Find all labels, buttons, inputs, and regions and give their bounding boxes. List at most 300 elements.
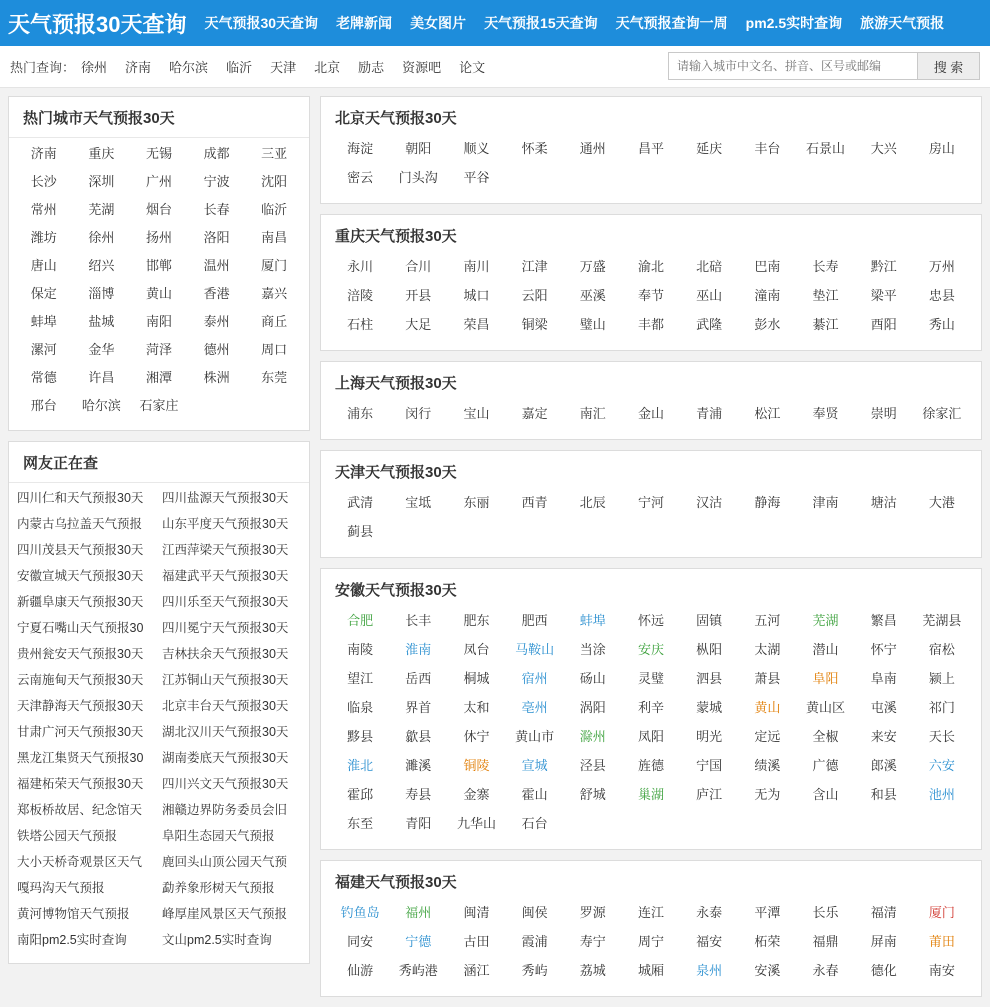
region-city-link[interactable]: 东至 xyxy=(347,816,374,831)
top-nav-item[interactable]: 老牌新闻 xyxy=(336,15,393,31)
region-city-link[interactable]: 祁门 xyxy=(928,700,955,715)
region-city-link[interactable]: 来安 xyxy=(870,729,897,744)
region-city-link[interactable]: 霞浦 xyxy=(521,934,548,949)
region-city-link[interactable]: 巫溪 xyxy=(579,288,606,303)
region-city-link[interactable]: 涡阳 xyxy=(579,700,606,715)
region-city-link[interactable]: 巢湖 xyxy=(637,787,664,802)
region-city-link[interactable]: 屏南 xyxy=(870,934,897,949)
hot-city-link[interactable]: 常州 xyxy=(30,202,57,217)
region-city-link[interactable]: 顺义 xyxy=(463,141,490,156)
region-city-link[interactable]: 浦东 xyxy=(347,406,374,421)
region-city-link[interactable]: 繁昌 xyxy=(870,613,897,628)
region-city-link[interactable]: 绩溪 xyxy=(754,758,781,773)
region-city-link[interactable]: 泾县 xyxy=(579,758,606,773)
region-city-link[interactable]: 梁平 xyxy=(870,288,897,303)
region-city-link[interactable]: 永川 xyxy=(347,259,374,274)
region-city-link[interactable]: 莆田 xyxy=(928,934,955,949)
hot-query-link[interactable]: 济南 xyxy=(125,60,152,75)
hot-city-link[interactable]: 菏泽 xyxy=(145,342,172,357)
region-city-link[interactable]: 钓鱼岛 xyxy=(340,905,380,920)
region-city-link[interactable]: 屯溪 xyxy=(870,700,897,715)
region-city-link[interactable]: 巫山 xyxy=(696,288,723,303)
region-city-link[interactable]: 黄山区 xyxy=(806,700,846,715)
hot-city-link[interactable]: 淄博 xyxy=(88,286,115,301)
top-nav-item[interactable]: 天气预报30天查询 xyxy=(204,15,319,31)
region-city-link[interactable]: 九华山 xyxy=(456,816,496,831)
region-city-link[interactable]: 界首 xyxy=(405,700,432,715)
hot-city-link[interactable]: 许昌 xyxy=(88,370,115,385)
hot-query-link[interactable]: 励志 xyxy=(358,60,385,75)
region-city-link[interactable]: 宿州 xyxy=(521,671,548,686)
region-city-link[interactable]: 歙县 xyxy=(405,729,432,744)
region-city-link[interactable]: 荔城 xyxy=(579,963,606,978)
hot-city-link[interactable]: 南阳 xyxy=(145,314,172,329)
netizen-link[interactable]: 南阳pm2.5实时查询 xyxy=(17,933,127,947)
region-city-link[interactable]: 涪陵 xyxy=(347,288,374,303)
netizen-link[interactable]: 福建柘荣天气预报30天 xyxy=(17,777,144,791)
region-city-link[interactable]: 平潭 xyxy=(754,905,781,920)
top-bar xyxy=(0,0,990,46)
netizen-link[interactable]: 四川乐至天气预报30天 xyxy=(162,595,289,609)
hot-city-link[interactable]: 东莞 xyxy=(261,370,288,385)
hot-query-link[interactable]: 论文 xyxy=(459,60,486,75)
region-city-link[interactable]: 巴南 xyxy=(754,259,781,274)
top-nav-item[interactable]: 美女图片 xyxy=(410,15,467,31)
netizen-link[interactable]: 湘赣边界防务委员会旧 xyxy=(162,803,288,817)
region-city-link[interactable]: 大兴 xyxy=(870,141,897,156)
hot-city-link[interactable]: 金华 xyxy=(88,342,115,357)
region-city-link[interactable]: 肥西 xyxy=(521,613,548,628)
hot-city-link[interactable]: 哈尔滨 xyxy=(81,398,121,413)
region-city-link[interactable]: 朝阳 xyxy=(405,141,432,156)
netizen-link[interactable]: 内蒙古乌拉盖天气预报 xyxy=(17,517,143,531)
region-city-grid xyxy=(321,134,981,203)
region-city-link[interactable]: 塘沽 xyxy=(870,495,897,510)
region-city-link[interactable]: 丰都 xyxy=(637,317,664,332)
region-city-link[interactable]: 永春 xyxy=(812,963,839,978)
region-city-link[interactable]: 芜湖 xyxy=(812,613,839,628)
region-city-grid xyxy=(321,399,981,439)
region-city-link[interactable]: 万州 xyxy=(928,259,955,274)
region-city-link[interactable]: 马鞍山 xyxy=(515,642,555,657)
hot-city-link[interactable]: 烟台 xyxy=(145,202,172,217)
region-city-link[interactable]: 太和 xyxy=(463,700,490,715)
hot-query-link[interactable]: 天津 xyxy=(270,60,297,75)
region-city-link[interactable]: 桐城 xyxy=(463,671,490,686)
region-city-link[interactable]: 忠县 xyxy=(928,288,955,303)
hot-city-link[interactable]: 长沙 xyxy=(30,174,57,189)
region-city-link[interactable]: 萧县 xyxy=(754,671,781,686)
region-city-link[interactable]: 海淀 xyxy=(347,141,374,156)
hot-city-link[interactable]: 南昌 xyxy=(261,230,288,245)
region-city-link[interactable]: 休宁 xyxy=(463,729,490,744)
region-city-link[interactable]: 德化 xyxy=(870,963,897,978)
region-city-link[interactable]: 大港 xyxy=(928,495,955,510)
region-city-link[interactable]: 全椒 xyxy=(812,729,839,744)
region-city-link[interactable]: 滁州 xyxy=(579,729,606,744)
region-city-link[interactable]: 汉沽 xyxy=(696,495,723,510)
region-city-link[interactable]: 门头沟 xyxy=(398,170,438,185)
region-city-link[interactable]: 潼南 xyxy=(754,288,781,303)
hot-city-link[interactable]: 黄山 xyxy=(145,286,172,301)
site-logo[interactable]: 天气预报30天查询 xyxy=(8,11,187,37)
region-city-link[interactable]: 无为 xyxy=(754,787,781,802)
netizen-title: 网友正在查 xyxy=(9,442,309,483)
region-city-link[interactable]: 定远 xyxy=(754,729,781,744)
netizen-link[interactable]: 勐养象形树天气预报 xyxy=(162,881,275,895)
region-city-link[interactable]: 泉州 xyxy=(696,963,723,978)
region-city-link[interactable]: 寿县 xyxy=(405,787,432,802)
hot-city-link[interactable]: 三亚 xyxy=(261,146,288,161)
region-city-link[interactable]: 颍上 xyxy=(928,671,955,686)
region-city-link[interactable]: 淮北 xyxy=(347,758,374,773)
region-city-link[interactable]: 长乐 xyxy=(812,905,839,920)
hot-city-link[interactable]: 厦门 xyxy=(261,258,288,273)
region-city-link[interactable]: 蓟县 xyxy=(347,524,374,539)
netizen-link[interactable]: 江西萍梁天气预报30天 xyxy=(162,543,289,557)
hot-city-link[interactable]: 绍兴 xyxy=(88,258,115,273)
hot-city-link[interactable]: 周口 xyxy=(261,342,288,357)
region-city-link[interactable]: 怀宁 xyxy=(870,642,897,657)
hot-city-link[interactable]: 泰州 xyxy=(203,314,230,329)
region-city-link[interactable]: 垫江 xyxy=(812,288,839,303)
region-city-link[interactable]: 芜湖县 xyxy=(922,613,962,628)
region-city-link[interactable]: 丰台 xyxy=(754,141,781,156)
region-city-link[interactable]: 明光 xyxy=(696,729,723,744)
region-title: 天津天气预报30天 xyxy=(335,464,457,481)
region-city-link[interactable]: 津南 xyxy=(812,495,839,510)
region-city-link[interactable]: 房山 xyxy=(928,141,955,156)
region-city-link[interactable]: 北辰 xyxy=(579,495,606,510)
region-city-link[interactable]: 厦门 xyxy=(928,905,955,920)
hot-query-link[interactable]: 资源吧 xyxy=(402,60,442,75)
region-city-link[interactable]: 石台 xyxy=(521,816,548,831)
region-city-link[interactable]: 金寨 xyxy=(463,787,490,802)
region-city-link[interactable]: 南汇 xyxy=(579,406,606,421)
region-city-link[interactable]: 固镇 xyxy=(696,613,723,628)
region-city-link[interactable]: 合肥 xyxy=(347,613,374,628)
region-city-link[interactable]: 周宁 xyxy=(637,934,664,949)
region-city-link[interactable]: 宝坻 xyxy=(405,495,432,510)
region-city-link[interactable]: 潜山 xyxy=(812,642,839,657)
region-city-link[interactable]: 五河 xyxy=(754,613,781,628)
region-city-link[interactable]: 南川 xyxy=(463,259,490,274)
region-city-link[interactable]: 密云 xyxy=(347,170,374,185)
region-city-link[interactable]: 宝山 xyxy=(463,406,490,421)
region-city-link[interactable]: 南陵 xyxy=(347,642,374,657)
region-city-link[interactable]: 濉溪 xyxy=(405,758,432,773)
netizen-link[interactable]: 四川冕宁天气预报30天 xyxy=(162,621,289,635)
netizen-link[interactable]: 甘肃广河天气预报30天 xyxy=(17,725,144,739)
region-city-link[interactable]: 和县 xyxy=(870,787,897,802)
region-city-link[interactable]: 江津 xyxy=(521,259,548,274)
region-city-link[interactable]: 云阳 xyxy=(521,288,548,303)
netizen-link[interactable]: 北京丰台天气预报30天 xyxy=(162,699,289,713)
region-panel xyxy=(320,568,982,850)
netizen-link[interactable]: 黑龙江集贤天气预报30 xyxy=(17,751,144,765)
region-city-link[interactable]: 金山 xyxy=(637,406,664,421)
region-city-link[interactable]: 闽侯 xyxy=(521,905,548,920)
region-city-link[interactable]: 福安 xyxy=(696,934,723,949)
netizen-link[interactable]: 鹿回头山顶公园天气预 xyxy=(162,855,288,869)
region-city-link[interactable]: 寿宁 xyxy=(579,934,606,949)
region-city-link[interactable]: 淮南 xyxy=(405,642,432,657)
hot-city-link[interactable]: 蚌埠 xyxy=(30,314,57,329)
netizen-link[interactable]: 四川茂县天气预报30天 xyxy=(17,543,144,557)
region-city-link[interactable]: 秀屿港 xyxy=(398,963,438,978)
region-city-link[interactable]: 徐家汇 xyxy=(922,406,962,421)
region-city-link[interactable]: 枞阳 xyxy=(696,642,723,657)
region-city-grid xyxy=(321,898,981,996)
hot-city-link[interactable]: 盐城 xyxy=(88,314,115,329)
region-city-link[interactable]: 渝北 xyxy=(637,259,664,274)
region-city-link[interactable]: 福州 xyxy=(405,905,432,920)
region-city-link[interactable]: 东丽 xyxy=(463,495,490,510)
region-city-link[interactable]: 阜阳 xyxy=(812,671,839,686)
netizen-link[interactable]: 嘎玛沟天气预报 xyxy=(17,881,105,895)
region-city-link[interactable]: 长丰 xyxy=(405,613,432,628)
region-city-link[interactable]: 仙游 xyxy=(347,963,374,978)
region-city-link[interactable]: 合川 xyxy=(405,259,432,274)
region-city-link[interactable]: 松江 xyxy=(754,406,781,421)
netizen-link[interactable]: 郑板桥故居、纪念馆天 xyxy=(17,803,143,817)
region-city-link[interactable]: 天长 xyxy=(928,729,955,744)
region-city-link[interactable]: 南安 xyxy=(928,963,955,978)
hot-city-link[interactable]: 湘潭 xyxy=(145,370,172,385)
hot-city-link[interactable]: 石家庄 xyxy=(139,398,179,413)
netizen-link[interactable]: 江苏铜山天气预报30天 xyxy=(162,673,289,687)
region-city-link[interactable]: 綦江 xyxy=(812,317,839,332)
hot-city-link[interactable]: 济南 xyxy=(30,146,57,161)
hot-city-link[interactable]: 保定 xyxy=(30,286,57,301)
netizen-link[interactable]: 大小天桥奇观景区天气 xyxy=(17,855,143,869)
netizen-link[interactable]: 湖北汉川天气预报30天 xyxy=(162,725,289,739)
hot-city-link[interactable]: 宁波 xyxy=(203,174,230,189)
netizen-link[interactable]: 铁塔公园天气预报 xyxy=(17,829,118,843)
hot-city-link[interactable]: 芜湖 xyxy=(88,202,115,217)
region-city-link[interactable]: 岳西 xyxy=(405,671,432,686)
region-city-link[interactable]: 砀山 xyxy=(579,671,606,686)
region-city-link[interactable]: 黔江 xyxy=(870,259,897,274)
region-panel xyxy=(320,450,982,558)
region-city-link[interactable]: 奉节 xyxy=(637,288,664,303)
region-city-link[interactable]: 安溪 xyxy=(754,963,781,978)
region-city-link[interactable]: 城厢 xyxy=(637,963,664,978)
region-panel xyxy=(320,860,982,997)
region-city-link[interactable]: 西青 xyxy=(521,495,548,510)
region-city-link[interactable]: 池州 xyxy=(928,787,955,802)
hot-city-link[interactable]: 长春 xyxy=(203,202,230,217)
region-panel xyxy=(320,96,982,204)
region-city-link[interactable]: 彭水 xyxy=(754,317,781,332)
region-city-link[interactable]: 霍山 xyxy=(521,787,548,802)
netizen-link[interactable]: 文山pm2.5实时查询 xyxy=(162,933,272,947)
region-city-link[interactable]: 灵璧 xyxy=(637,671,664,686)
hot-city-link[interactable]: 临沂 xyxy=(261,202,288,217)
region-city-link[interactable]: 霍邱 xyxy=(347,787,374,802)
netizen-link[interactable]: 四川兴文天气预报30天 xyxy=(162,777,289,791)
region-city-link[interactable]: 石柱 xyxy=(347,317,374,332)
netizen-link[interactable]: 吉林扶余天气预报30天 xyxy=(162,647,289,661)
top-nav-item[interactable]: 旅游天气预报 xyxy=(860,15,945,31)
region-city-link[interactable]: 青阳 xyxy=(405,816,432,831)
region-city-link[interactable]: 黄山 xyxy=(754,700,781,715)
hot-city-link[interactable]: 扬州 xyxy=(145,230,172,245)
hot-city-link[interactable]: 常德 xyxy=(30,370,57,385)
hot-city-link[interactable]: 广州 xyxy=(145,174,172,189)
region-title: 北京天气预报30天 xyxy=(335,110,457,127)
netizen-link[interactable]: 天津静海天气预报30天 xyxy=(17,699,144,713)
netizen-link[interactable]: 福建武平天气预报30天 xyxy=(162,569,289,583)
hot-city-link[interactable]: 商丘 xyxy=(261,314,288,329)
region-panel xyxy=(320,361,982,440)
top-nav-item[interactable]: pm2.5实时查询 xyxy=(745,15,843,31)
region-city-link[interactable]: 舒城 xyxy=(579,787,606,802)
region-city-link[interactable]: 宁河 xyxy=(637,495,664,510)
hot-city-link[interactable]: 潍坊 xyxy=(30,230,57,245)
netizen-link[interactable]: 新疆阜康天气预报30天 xyxy=(17,595,144,609)
region-city-link[interactable]: 黟县 xyxy=(347,729,374,744)
hot-query-link[interactable]: 北京 xyxy=(314,60,341,75)
region-city-link[interactable]: 亳州 xyxy=(521,700,548,715)
netizen-link[interactable]: 湖南娄底天气预报30天 xyxy=(162,751,289,765)
hot-city-link[interactable]: 德州 xyxy=(203,342,230,357)
region-city-link[interactable]: 当涂 xyxy=(579,642,606,657)
region-city-link[interactable]: 武隆 xyxy=(696,317,723,332)
region-city-link[interactable]: 安庆 xyxy=(637,642,664,657)
hot-city-link[interactable]: 徐州 xyxy=(88,230,115,245)
region-city-link[interactable]: 荣昌 xyxy=(463,317,490,332)
netizen-link[interactable]: 四川盐源天气预报30天 xyxy=(162,491,289,505)
region-city-link[interactable]: 含山 xyxy=(812,787,839,802)
region-city-link[interactable]: 铜梁 xyxy=(521,317,548,332)
top-nav-item[interactable]: 天气预报15天查询 xyxy=(484,15,598,31)
netizen-link[interactable]: 峰厚崖风景区天气预报 xyxy=(162,907,288,921)
hot-city-link[interactable]: 邯郸 xyxy=(145,258,172,273)
hot-city-link[interactable]: 漯河 xyxy=(30,342,57,357)
region-city-link[interactable]: 古田 xyxy=(463,934,490,949)
region-city-link[interactable]: 永泰 xyxy=(696,905,723,920)
hot-city-link[interactable]: 成都 xyxy=(203,146,230,161)
region-city-link[interactable]: 蚌埠 xyxy=(579,613,606,628)
hot-query-link[interactable]: 徐州 xyxy=(81,60,108,75)
netizen-link[interactable]: 山东平度天气预报30天 xyxy=(162,517,289,531)
region-city-link[interactable]: 宁国 xyxy=(696,758,723,773)
region-city-link[interactable]: 六安 xyxy=(928,758,955,773)
region-city-link[interactable]: 城口 xyxy=(463,288,490,303)
region-city-link[interactable]: 崇明 xyxy=(870,406,897,421)
hot-query-link[interactable]: 哈尔滨 xyxy=(169,60,209,75)
hot-city-link[interactable]: 株洲 xyxy=(203,370,230,385)
search-button[interactable]: 搜 索 xyxy=(918,52,980,80)
region-city-link[interactable]: 宿松 xyxy=(928,642,955,657)
region-city-link[interactable]: 蒙城 xyxy=(696,700,723,715)
netizen-link[interactable]: 四川仁和天气预报30天 xyxy=(17,491,144,505)
region-city-link[interactable]: 武清 xyxy=(347,495,374,510)
region-city-link[interactable]: 静海 xyxy=(754,495,781,510)
region-city-link[interactable]: 福鼎 xyxy=(812,934,839,949)
region-city-link[interactable]: 凤台 xyxy=(463,642,490,657)
search-input[interactable] xyxy=(668,52,918,80)
netizen-link[interactable]: 贵州瓮安天气预报30天 xyxy=(17,647,144,661)
netizen-link[interactable]: 黄河博物馆天气预报 xyxy=(17,907,130,921)
main-content xyxy=(0,88,990,1007)
region-city-link[interactable]: 怀柔 xyxy=(521,141,548,156)
hot-city-link[interactable]: 无锡 xyxy=(145,146,172,161)
region-city-link[interactable]: 肥东 xyxy=(463,613,490,628)
region-city-link[interactable]: 青浦 xyxy=(696,406,723,421)
hot-city-link[interactable]: 邢台 xyxy=(30,398,57,413)
region-city-link[interactable]: 太湖 xyxy=(754,642,781,657)
region-city-link[interactable]: 涵江 xyxy=(463,963,490,978)
region-city-link[interactable]: 凤阳 xyxy=(637,729,664,744)
region-city-link[interactable]: 延庆 xyxy=(696,141,723,156)
region-city-link[interactable]: 长寿 xyxy=(812,259,839,274)
region-city-link[interactable]: 旌德 xyxy=(637,758,664,773)
region-city-link[interactable]: 望江 xyxy=(347,671,374,686)
region-city-link[interactable]: 通州 xyxy=(579,141,606,156)
region-city-link[interactable]: 怀远 xyxy=(637,613,664,628)
region-city-link[interactable]: 黄山市 xyxy=(515,729,555,744)
region-city-link[interactable]: 铜陵 xyxy=(463,758,490,773)
region-city-link[interactable]: 同安 xyxy=(347,934,374,949)
region-city-link[interactable]: 石景山 xyxy=(806,141,846,156)
region-city-link[interactable]: 临泉 xyxy=(347,700,374,715)
region-city-link[interactable]: 璧山 xyxy=(579,317,606,332)
region-city-link[interactable]: 广德 xyxy=(812,758,839,773)
region-city-link[interactable]: 泗县 xyxy=(696,671,723,686)
region-city-link[interactable]: 罗源 xyxy=(579,905,606,920)
region-city-link[interactable]: 秀屿 xyxy=(521,963,548,978)
region-city-link[interactable]: 福清 xyxy=(870,905,897,920)
hot-city-link[interactable]: 嘉兴 xyxy=(261,286,288,301)
region-city-link[interactable]: 昌平 xyxy=(637,141,664,156)
region-city-link[interactable]: 平谷 xyxy=(463,170,490,185)
region-city-link[interactable]: 宣城 xyxy=(521,758,548,773)
region-city-link[interactable]: 大足 xyxy=(405,317,432,332)
region-city-link[interactable]: 万盛 xyxy=(579,259,606,274)
hot-city-link[interactable]: 洛阳 xyxy=(203,230,230,245)
top-nav-item[interactable]: 天气预报查询一周 xyxy=(615,15,728,31)
region-city-link[interactable]: 连江 xyxy=(637,905,664,920)
region-city-link[interactable]: 郎溪 xyxy=(870,758,897,773)
netizen-link[interactable]: 安徽宣城天气预报30天 xyxy=(17,569,144,583)
region-city-link[interactable]: 宁德 xyxy=(405,934,432,949)
hot-query-link[interactable]: 临沂 xyxy=(226,60,253,75)
hot-city-link[interactable]: 温州 xyxy=(203,258,230,273)
region-city-link[interactable]: 奉贤 xyxy=(812,406,839,421)
region-city-link[interactable]: 秀山 xyxy=(928,317,955,332)
region-city-link[interactable]: 柘荣 xyxy=(754,934,781,949)
region-city-link[interactable]: 利辛 xyxy=(637,700,664,715)
hot-city-link[interactable]: 沈阳 xyxy=(261,174,288,189)
netizen-link[interactable]: 阜阳生态园天气预报 xyxy=(162,829,275,843)
hot-city-link[interactable]: 深圳 xyxy=(88,174,115,189)
netizen-link[interactable]: 云南施甸天气预报30天 xyxy=(17,673,144,687)
netizen-link[interactable]: 宁夏石嘴山天气预报30 xyxy=(17,621,144,635)
hot-city-link[interactable]: 重庆 xyxy=(88,146,115,161)
region-city-link[interactable]: 开县 xyxy=(405,288,432,303)
region-city-link[interactable]: 酉阳 xyxy=(870,317,897,332)
hot-city-link[interactable]: 香港 xyxy=(203,286,230,301)
region-city-link[interactable]: 闽清 xyxy=(463,905,490,920)
region-city-link[interactable]: 嘉定 xyxy=(521,406,548,421)
region-city-link[interactable]: 庐江 xyxy=(696,787,723,802)
region-city-link[interactable]: 阜南 xyxy=(870,671,897,686)
region-city-link[interactable]: 闵行 xyxy=(405,406,432,421)
hot-city-link[interactable]: 唐山 xyxy=(30,258,57,273)
region-city-link[interactable]: 北碚 xyxy=(696,259,723,274)
